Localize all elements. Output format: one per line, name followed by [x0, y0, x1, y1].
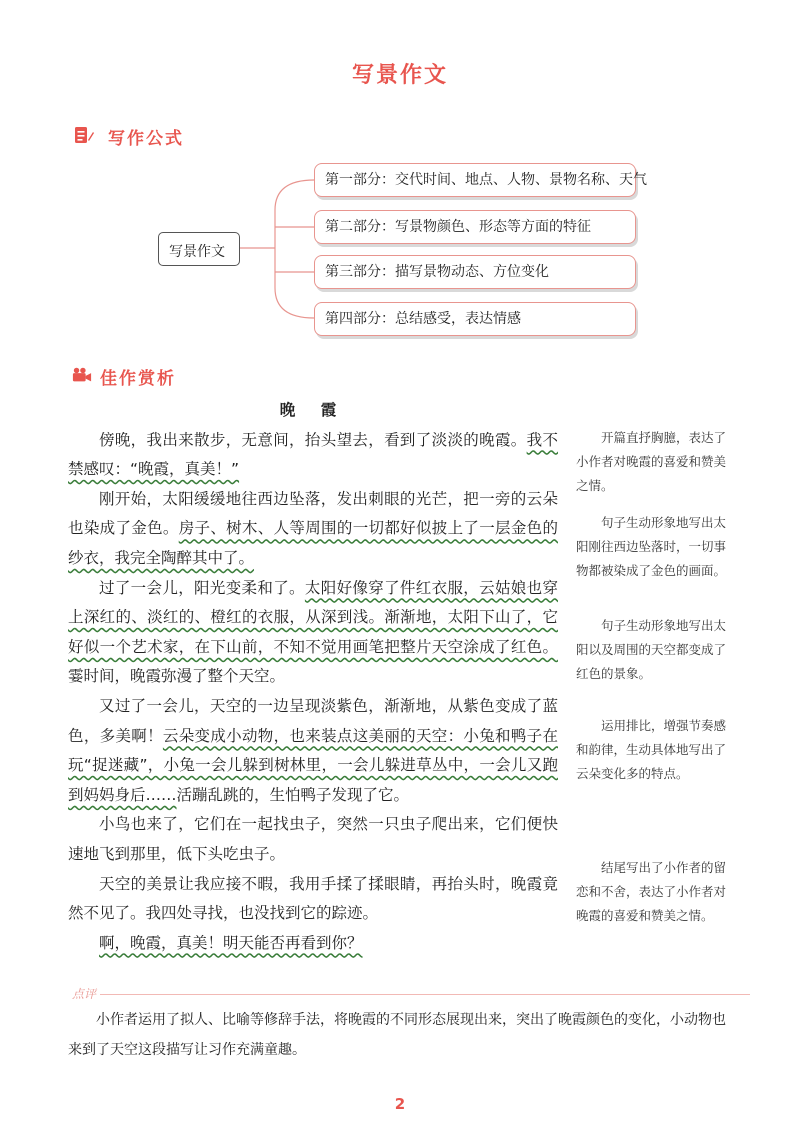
- mindmap-connectors: [230, 170, 320, 330]
- review-text: 小作者运用了拟人、比喻等修辞手法，将晚霞的不同形态展现出来，突出了晚霞颜色的变化，小动物也来到了天空这段描写让习作充满童趣。: [68, 1012, 726, 1058]
- review-divider: [100, 994, 750, 995]
- essay: [68, 396, 558, 958]
- essay-paragraph-4: 又过了一会儿，天空的一边呈现淡紫色，渐渐地，从紫色变成了蓝色，多美啊！云朵变成小动物，也来装点这美丽的天空：小兔和鸭子在玩“捉迷藏”，小兔一会儿躲到树林里，一会儿躲进草丛中，一会儿又跑到妈妈身后……活蹦乱跳的，生怕鸭子发现了它。: [68, 696, 558, 804]
- mindmap-part-4: 第四部分：总结感受，表达情感: [314, 302, 636, 336]
- note-4: 运用排比，增强节奏感和韵律，生动具体地写出了云朵变化多的特点。: [576, 718, 727, 781]
- video-camera-icon: [72, 366, 92, 388]
- mindmap-part-3: 第三部分：描写景物动态、方位变化: [314, 255, 636, 289]
- mindmap-part-2: 第二部分：写景物颜色、形态等方面的特征: [314, 210, 636, 244]
- page-number: 2: [394, 1095, 406, 1113]
- essay-title: 晚 霞: [279, 401, 347, 419]
- note-2: 句子生动形象地写出太阳刚往西边坠落时，一切事物都被染成了金色的画面。: [576, 515, 727, 578]
- note-3: 句子生动形象地写出太阳以及周围的天空都变成了红色的景象。: [576, 618, 727, 681]
- essay-paragraph-7: 啊，晚霞，真美！明天能否再看到你？: [99, 933, 363, 952]
- note-1: 开篇直抒胸臆，表达了小作者对晚霞的喜爱和赞美之情。: [576, 430, 727, 493]
- pencil-doc-icon: [74, 126, 94, 148]
- essay-paragraph-6: 天空的美景让我应接不暇，我用手揉了揉眼睛，再抬头时，晚霞竟然不见了。我四处寻找，也没找到它的踪迹。: [68, 874, 558, 923]
- section-heading-formula: 写作公式: [108, 129, 184, 149]
- page-title: 写景作文: [351, 63, 448, 88]
- essay-paragraph-2: 刚开始，太阳缓缓地往西边坠落，发出刺眼的光芒，把一旁的云朵也染成了金色。房子、树木、人等周围的一切都好似披上了一层金色的纱衣，我完全陶醉其中了。: [68, 489, 558, 567]
- mindmap-root: 写景作文: [158, 232, 240, 266]
- essay-paragraph-5: 小鸟也来了，它们在一起找虫子，突然一只虫子爬出来，它们便快速地飞到那里，低下头吃虫子。: [68, 815, 558, 863]
- mindmap-part-1: 第一部分：交代时间、地点、人物、景物名称、天气: [314, 163, 636, 197]
- essay-paragraph-3: 过了一会儿，阳光变柔和了。太阳好像穿了件红衣服，云姑娘也穿上深红的、淡红的、橙红的衣服，从深到浅。渐渐地，太阳下山了，它好似一个艺术家，在下山前，不知不觉用画笔把整片天空涂成了红色。霎时间，晚霞弥漫了整个天空。: [68, 578, 558, 686]
- note-5: 结尾写出了小作者的留恋和不舍，表达了小作者对晚霞的喜爱和赞美之情。: [576, 860, 727, 923]
- essay-paragraph-1: 傍晚，我出来散步，无意间，抬头望去，看到了淡淡的晚霞。我不禁感叹：“晚霞，真美！”: [68, 430, 558, 479]
- section-heading-appreciation: 佳作赏析: [100, 369, 176, 389]
- review-label: 点评: [72, 987, 97, 1001]
